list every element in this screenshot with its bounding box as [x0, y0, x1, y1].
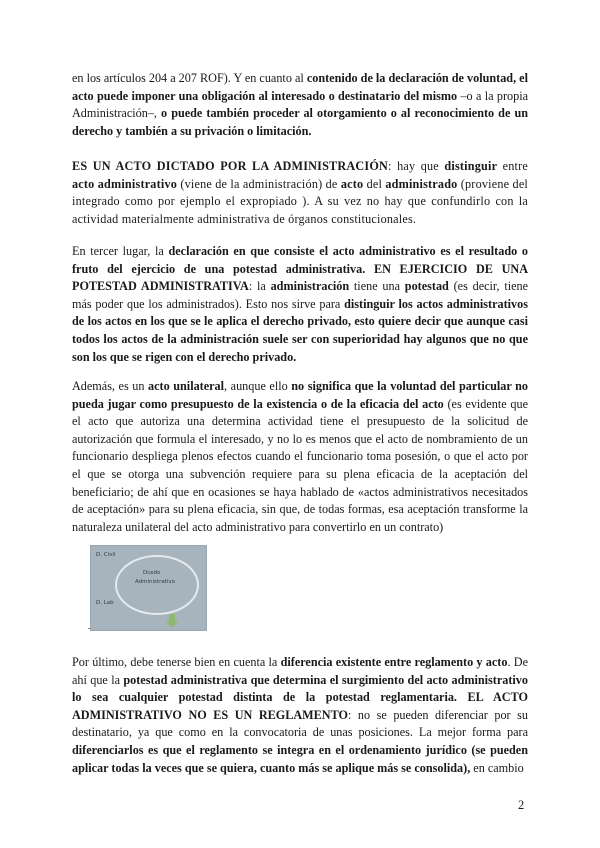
bold-text-run: distinguir los actos administrativos de los actos en los que se le aplica el derecho privado, esto quiere decir que aunque casi todos los actos de la administración suele ser con superioridad hay algunos que no que son los que se rigen con el derecho privado.	[72, 296, 528, 364]
bold-text-run: potestad administrativa que determina el surgimiento del acto administrativo lo sea cualquier potestad distinta de la potestad reglamentaria. EL ACTO ADMINISTRATIVO NO ES UN REGLAMENTO	[72, 672, 528, 722]
text-run: . De ahí que la	[72, 655, 528, 687]
diagram-label-center-2: Administrativo	[135, 579, 176, 585]
diagram-ellipse	[115, 555, 199, 615]
page-number: 2	[518, 798, 525, 812]
bold-text-run: declaración en que consiste el acto administrativo es el resultado o fruto del ejercicio de una potestad administrativa. EN EJERCICIO DE UNA POTESTAD ADMINISTRATIVA	[72, 244, 528, 294]
text-run: en los artículos 204 a 207 ROF). Y en cuanto al	[72, 71, 307, 85]
text-run: (es evidente que el acto que autoriza una determina actividad tiene el presupuesto de la solicitud de autorización que formula el interesado, y no lo es menos que el acto de nombramiento de un funcionario despliega plenos efectos cuando el funcionario toma posesión, o que el acto por el que se otorga una subvención requiere para su plena eficacia de la aceptación del beneficiario; de ahí que en ocasiones se haya hablado de «actos administrativos necesitados de aceptación» para su plena eficacia, sin que, de todas formas, esa aceptación transforme la naturaleza unilateral del acto administrativo para convertirlo en un contrato)	[72, 396, 529, 534]
bold-text-run: administrado	[385, 176, 458, 191]
bold-text-run: ES UN ACTO DICTADO POR LA ADMINISTRACIÓN	[72, 159, 389, 173]
text-run: –o a la propia Administración–,	[72, 88, 528, 121]
text-run: Además, es un	[72, 379, 149, 393]
bold-text-run: diferenciarlos es que el reglamento se integra en el ordenamiento jurídico (se pueden aplicar todas la veces que se quiera, cuanto más se aplique más se consolida),	[72, 742, 528, 775]
paragraph-reglamento-y-acto	[72, 654, 528, 777]
text-run: : hay que	[388, 159, 445, 173]
diagram-label-top: D. Civil	[96, 552, 116, 558]
bold-text-run: acto administrativo	[72, 176, 178, 191]
text-run: : la	[248, 279, 271, 294]
text-run: tiene una	[349, 279, 405, 294]
text-run: : no se pueden diferenciar por su destinatario, ya que como en la convocatoria de unas posiciones. La mejor forma para	[72, 707, 528, 740]
text-run: Por último, debe tenerse bien en cuenta la	[72, 655, 281, 669]
diagram-label-center-1: Dcedo	[143, 570, 161, 576]
bold-text-run: administración	[270, 279, 350, 294]
figure-mark	[88, 628, 91, 629]
bold-text-run: potestad	[404, 279, 449, 294]
bold-text-run: o puede también proceder al otorgamiento o al reconocimiento de un derecho y también a su privación o limitación.	[72, 106, 528, 138]
bold-text-run: diferencia existente entre reglamento y acto	[280, 655, 508, 669]
paragraph-contenido-declaracion	[72, 70, 528, 140]
text-run: (viene de la administración) de	[177, 176, 341, 191]
text-run: en cambio	[470, 760, 524, 775]
text-run: En tercer lugar, la	[72, 244, 169, 258]
bold-text-run: acto unilateral	[148, 379, 225, 393]
text-run: , aunque ello	[224, 379, 292, 393]
bold-text-run: acto	[340, 176, 364, 191]
text-run: (proviene del integrado como por ejemplo el expropiado ). A su vez no hay que confundirlo con la actividad materialmente administrativa de órganos constitucionales.	[72, 176, 529, 226]
diagram-image	[90, 545, 207, 631]
text-run: entre	[497, 159, 528, 173]
paragraph-acto-unilateral	[72, 378, 528, 536]
paragraph-acto-dictado-administracion	[72, 158, 528, 228]
down-arrow-icon	[166, 614, 178, 628]
bold-text-run: distinguir	[444, 159, 498, 173]
bold-text-run: no significa que la voluntad del particular no pueda jugar como presupuesto de la existencia o de la eficacia del acto	[72, 379, 528, 411]
paragraph-potestad-administrativa	[72, 243, 528, 366]
diagram-label-bottom: D. Lab	[96, 600, 114, 606]
text-run: del	[363, 176, 386, 191]
bold-text-run: contenido de la declaración de voluntad, el acto puede imponer una obligación al interesado o destinatario del mismo	[72, 71, 528, 103]
text-run: (es decir, tiene más poder que los administrados). Esto nos sirve para	[72, 279, 528, 311]
